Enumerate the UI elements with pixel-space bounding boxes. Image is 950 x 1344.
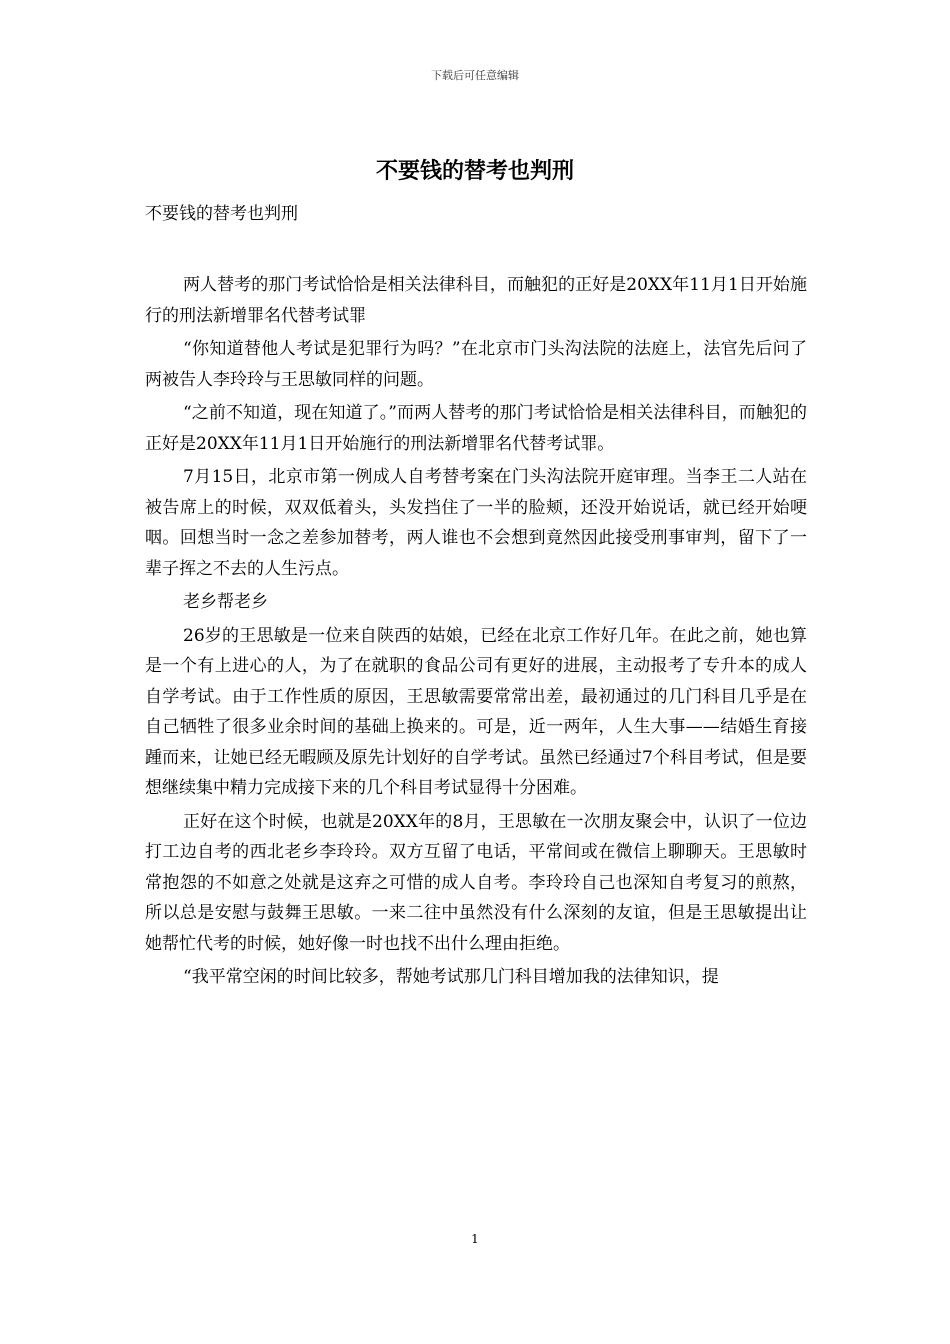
- section-heading: 老乡帮老乡: [183, 592, 268, 612]
- page-number: 1: [471, 1232, 479, 1246]
- document-subtitle: 不要钱的替考也判刑: [145, 204, 298, 224]
- paragraph: 7月15日，北京市第一例成人自考替考案在门头沟法院开庭审理。当李王二人站在被告席上的时候，双双低着头，头发挡住了一半的脸颊，还没开始说话，就已经开始哽咽。回想当时一念之差参加替考，两人谁也不会想到竟然因此接受刑事审判，留下了一辈子挥之不去的人生污点。: [145, 467, 807, 579]
- paragraph: 两人替考的那门考试恰恰是相关法律科目，而触犯的正好是20XX年11月1日开始施行的刑法新增罪名代替考试罪: [145, 275, 807, 326]
- paragraph: 26岁的王思敏是一位来自陕西的姑娘，已经在北京工作好几年。在此之前，她也算是一个有上进心的人，为了在就职的食品公司有更好的进展，主动报考了专升本的成人自学考试。由于工作性质的原因，王思敏需要常常出差，最初通过的几门科目几乎是在自己牺牲了很多业余时间的基础上换来的。可是，近一两年，人生大事——结婚生育接踵而来，让她已经无暇顾及原先计划好的自学考试。虽然已经通过7个科目考试，但是要想继续集中精力完成接下来的几个科目考试显得十分困难。: [145, 625, 807, 798]
- paragraph: “我平常空闲的时间比较多，帮她考试那几门科目增加我的法律知识，提: [183, 967, 719, 987]
- header-note: 下载后可任意编辑: [431, 69, 519, 82]
- paragraph: “你知道替他人考试是犯罪行为吗？”在北京市门头沟法院的法庭上，法官先后问了两被告人李玲玲与王思敏同样的问题。: [145, 339, 807, 390]
- paragraph: “之前不知道，现在知道了。”而两人替考的那门考试恰恰是相关法律科目，而触犯的正好是20XX年11月1日开始施行的刑法新增罪名代替考试罪。: [145, 403, 807, 454]
- document-title: 不要钱的替考也判刑: [375, 158, 574, 184]
- document-body: [145, 270, 807, 996]
- paragraph: 正好在这个时候，也就是20XX年的8月，王思敏在一次朋友聚会中，认识了一位边打工边自考的西北老乡李玲玲。双方互留了电话，平常间或在微信上聊聊天。王思敏时常抱怨的不如意之处就是这弃之可惜的成人自考。李玲玲自己也深知自考复习的煎熬，所以总是安慰与鼓舞王思敏。一来二往中虽然没有什么深刻的友谊，但是王思敏提出让她帮忙代考的时候，她好像一时也找不出什么理由拒绝。: [145, 811, 807, 954]
